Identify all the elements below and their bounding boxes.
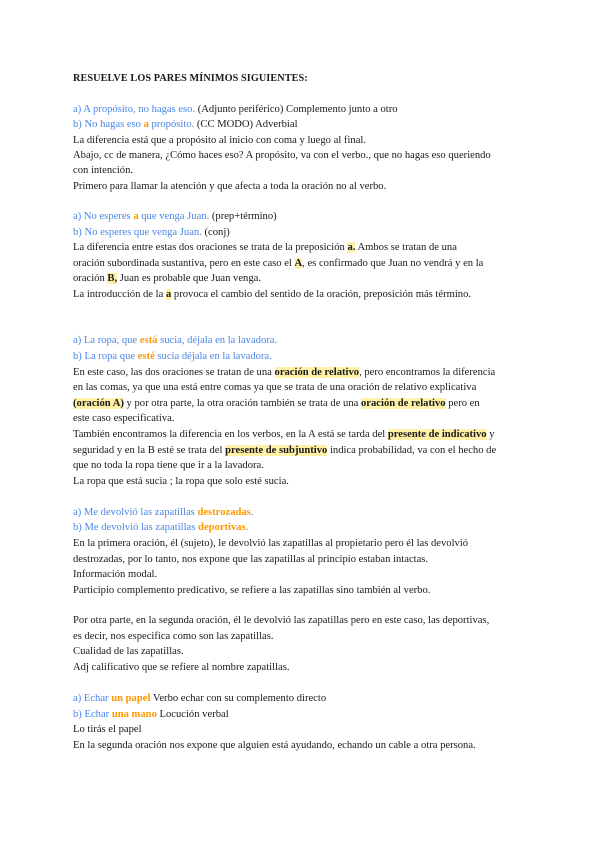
sentence-note: (Adjunto periférico) Complemento junto a otro — [195, 104, 398, 115]
sentence-text: a) Echar — [73, 693, 112, 704]
text: La diferencia entre estas dos oraciones se trata de la preposición — [73, 242, 348, 253]
text: oración subordinada sustantiva, pero en este caso el — [73, 258, 295, 269]
paragraph-line: Adj calificativo que se refiere al nombre zapatillas. — [73, 662, 290, 673]
sentence-text: b) Me devolvió las zapatillas — [73, 522, 199, 533]
sentence-note: (conj) — [201, 227, 230, 238]
text: provoca el cambio del sentido de la oración, preposición más término. — [171, 289, 472, 300]
paragraph-line: Cualidad de las zapatillas. — [73, 646, 184, 657]
text: y por otra parte, la otra oración también se trata de una — [123, 398, 361, 409]
bold-term: oración de relativo — [274, 367, 360, 378]
sentence-text: sucia déjala en la lavadora. — [154, 351, 272, 362]
text: , pero encontramos la diferencia — [359, 367, 496, 378]
paragraph-line: con intención. — [73, 165, 134, 176]
example-a-1 — [73, 103, 398, 117]
bold-term: presente de subjuntivo — [225, 445, 328, 456]
sentence-text: b) No hagas eso — [73, 119, 144, 130]
example-a-5 — [73, 692, 326, 706]
text: seguridad y en la B esté se trata del — [73, 445, 226, 456]
example-b-3 — [73, 350, 272, 364]
paragraph-line: en las comas, ya que una está entre comas ya que se trata de una oración de relativo explicativa — [73, 382, 477, 393]
paragraph-line — [73, 288, 471, 302]
sentence-text: sucia, déjala en la lavadora. — [157, 335, 278, 346]
text: indica probabilidad, va con el hecho de — [327, 445, 497, 456]
paragraph-line: Lo tirás el papel — [73, 724, 142, 735]
sentence-note: Verbo echar con su complemento directo — [150, 693, 327, 704]
text: , es confirmado que Juan no vendrá y en la — [302, 258, 484, 269]
example-b-2 — [73, 226, 230, 240]
paragraph-line: es decir, nos especifica como son las zapatillas. — [73, 631, 274, 642]
text: Juan es probable que Juan venga. — [117, 273, 261, 284]
example-a-4 — [73, 506, 253, 520]
text: Ambos se tratan de una — [355, 242, 457, 253]
paragraph-line: que no toda la ropa tiene que ir a la lavadora. — [73, 460, 264, 471]
highlighted-word: un papel — [111, 693, 151, 704]
sentence-note: Locución verbal — [156, 709, 229, 720]
example-a-3 — [73, 334, 277, 348]
paragraph-line: En la segunda oración nos expone que alguien está ayudando, echando un cable a otra persona. — [73, 740, 476, 751]
paragraph-line: Abajo, cc de manera, ¿Cómo haces eso? A propósito, va con el verbo., que no hagas eso queriendo — [73, 150, 491, 161]
paragraph-line: En la primera oración, él (sujeto), le devolvió las zapatillas al propietario pero él las devolvió — [73, 538, 469, 549]
sentence-text: b) La ropa que — [73, 351, 138, 362]
sentence-text: b) Echar — [73, 709, 112, 720]
paragraph-line — [73, 241, 457, 255]
sentence-text: a) A propósito, no hagas eso. — [73, 104, 196, 115]
text: También encontramos la diferencia en los verbos, en la A está se tarda del — [73, 429, 388, 440]
bold-term: (oración A) — [73, 398, 124, 409]
paragraph-line: destrozadas, por lo tanto, nos expone que las zapatillas al principio estaban intactas. — [73, 554, 429, 565]
paragraph-line: La ropa que está sucia ; la ropa que solo esté sucia. — [73, 476, 289, 487]
sentence-text: propósito. — [148, 119, 195, 130]
paragraph-line: La diferencia está que a propósito al inicio con coma y luego al final. — [73, 135, 366, 146]
highlighted-word: a — [143, 119, 149, 130]
paragraph-line: Información modal. — [73, 569, 158, 580]
highlighted-word: esté — [137, 351, 155, 362]
sentence-text: . — [245, 522, 249, 533]
highlighted-word: destrozadas — [197, 507, 251, 518]
text: En este caso, las dos oraciones se tratan de una — [73, 367, 275, 378]
highlighted-word: a — [133, 211, 139, 222]
sentence-note: (CC MODO) Adverbial — [194, 119, 298, 130]
paragraph-line — [73, 428, 495, 442]
example-b-5 — [73, 708, 229, 722]
paragraph-line — [73, 397, 480, 411]
sentence-text: . — [250, 507, 254, 518]
paragraph-line — [73, 444, 496, 458]
bold-term: presente de indicativo — [387, 429, 487, 440]
sentence-note: (prep+término) — [209, 211, 277, 222]
sentence-text: a) Me devolvió las zapatillas — [73, 507, 198, 518]
highlighted-word: una mano — [111, 709, 157, 720]
paragraph-line: Por otra parte, en la segunda oración, él le devolvió las zapatillas pero en este caso, las deportivas, — [73, 615, 490, 626]
text: oración — [73, 273, 108, 284]
highlighted-word: está — [139, 335, 158, 346]
bold-term: a — [165, 289, 172, 300]
paragraph-line: Participio complemento predicativo, se refiere a las zapatillas sino también al verbo. — [73, 585, 431, 596]
paragraph-line: Primero para llamar la atención y que afecta a toda la oración no al verbo. — [73, 181, 387, 192]
example-a-2 — [73, 210, 277, 224]
bold-term: oración de relativo — [361, 398, 446, 409]
example-b-4 — [73, 521, 248, 535]
text: pero en — [445, 398, 480, 409]
bold-term: A — [294, 258, 303, 269]
paragraph-line — [73, 272, 261, 286]
sentence-text: a) No esperes — [73, 211, 134, 222]
highlighted-word: deportivas — [198, 522, 246, 533]
paragraph-line — [73, 366, 495, 380]
bold-term: B, — [107, 273, 118, 284]
page-title: RESUELVE LOS PARES MÍNIMOS SIGUIENTES: — [73, 73, 308, 84]
sentence-text: a) La ropa, que — [73, 335, 140, 346]
example-b-1 — [73, 118, 298, 132]
sentence-text: que venga Juan. — [138, 211, 210, 222]
sentence-text: b) No esperes que venga Juan. — [73, 227, 202, 238]
paragraph-line: este caso especificativa. — [73, 413, 175, 424]
text: La introducción de la — [73, 289, 166, 300]
bold-term: a. — [347, 242, 356, 253]
text: y — [486, 429, 495, 440]
paragraph-line — [73, 257, 483, 271]
